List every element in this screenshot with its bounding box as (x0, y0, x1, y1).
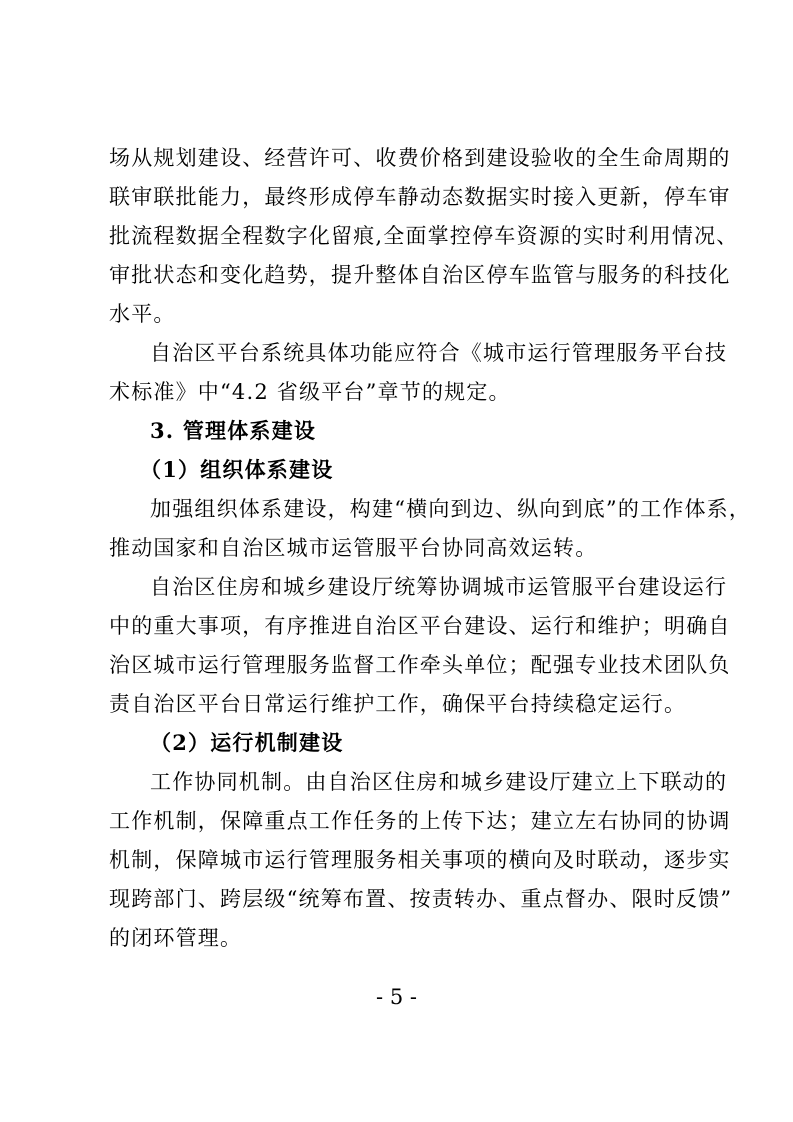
text-line: 中的重大事项，有序推进自治区平台建设、运行和维护；明确自 (109, 614, 731, 638)
paragraph-start-line: 自治区平台系统具体功能应符合《城市运行管理服务平台技 (150, 341, 728, 365)
section-heading: 3. 管理体系建设 (150, 418, 317, 443)
paragraph-start-line: 加强组织体系建设，构建“横向到边、纵向到底”的工作体系， (150, 497, 752, 521)
text-line: 现跨部门、跨层级“统筹布置、按责转办、重点督办、限时反馈” (109, 887, 733, 911)
paragraph-start-line: 工作协同机制。由自治区住房和城乡建设厅建立上下联动的 (150, 770, 728, 794)
text-line: 机制，保障城市运行管理服务相关事项的横向及时联动，逐步实 (109, 848, 731, 872)
subsection-heading: （1）组织体系建设 (140, 457, 334, 482)
text-line: 的闭环管理。 (109, 926, 243, 950)
text-line: 场从规划建设、经营许可、收费价格到建设验收的全生命周期的 (109, 146, 731, 170)
subsection-heading: （2）运行机制建设 (150, 730, 344, 755)
text-line: 工作机制，保障重点工作任务的上传下达；建立左右协同的协调 (109, 809, 731, 833)
text-line: 批流程数据全程数字化留痕,全面掌控停车资源的实时利用情况、 (109, 224, 739, 248)
paragraph-start-line: 自治区住房和城乡建设厅统筹协调城市运管服平台建设运行 (150, 575, 728, 599)
text-line: 术标准》中“4.2 省级平台”章节的规定。 (109, 380, 511, 404)
text-line: 联审联批能力，最终形成停车静动态数据实时接入更新，停车审 (109, 185, 731, 209)
page-number: - 5 - (376, 985, 417, 1009)
text-line: 治区城市运行管理服务监督工作牵头单位；配强专业技术团队负 (109, 653, 731, 677)
text-line: 审批状态和变化趋势，提升整体自治区停车监管与服务的科技化 (109, 263, 731, 287)
text-line: 水平。 (109, 302, 176, 326)
text-line: 推动国家和自治区城市运管服平台协同高效运转。 (109, 536, 598, 560)
text-line: 责自治区平台日常运行维护工作，确保平台持续稳定运行。 (109, 692, 687, 716)
